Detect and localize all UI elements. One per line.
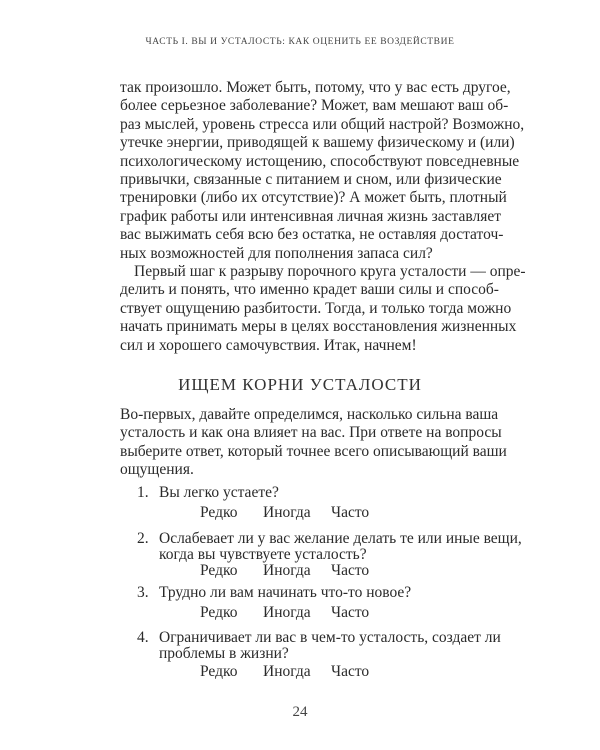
- text-line: Во-первых, давайте определимся, насколько сильна ваша: [120, 406, 499, 423]
- page-number: 24: [292, 704, 308, 720]
- text-line: более серьезное заболевание? Может, вам мешают ваш об-: [120, 97, 509, 115]
- text-line: Первый шаг к разрыву порочного круга усталости — опре-: [134, 263, 526, 280]
- text-line: делить и понять, что именно крадет ваши силы и способ-: [120, 281, 499, 299]
- answer-rarely[interactable]: Редко: [200, 604, 238, 621]
- question-number: 4.: [137, 629, 149, 646]
- question-text: Трудно ли вам начинать что-то новое?: [159, 584, 412, 601]
- paragraph-1: [120, 79, 525, 263]
- text-line: вас выжимать себя всю без остатка, не оставляя достаточ-: [120, 226, 504, 244]
- question-number: 1.: [137, 484, 149, 501]
- text-line: усталость и как она влияет на вас. При ответе на вопросы: [120, 424, 502, 442]
- paragraph-3: [120, 406, 507, 480]
- answer-rarely[interactable]: Редко: [200, 663, 238, 680]
- text-line: график работы или интенсивная личная жизнь заставляет: [120, 207, 501, 225]
- section-heading: ИЩЕМ КОРНИ УСТАЛОСТИ: [178, 375, 422, 394]
- answer-sometimes[interactable]: Иногда: [263, 604, 311, 621]
- answer-rarely[interactable]: Редко: [200, 562, 238, 579]
- answer-often[interactable]: Часто: [331, 562, 370, 579]
- text-line: привычки, связанные с питанием и сном, или физические: [120, 170, 502, 188]
- question-text: Вы легко устаете?: [159, 484, 279, 501]
- answer-often[interactable]: Часто: [331, 604, 370, 621]
- text-line: тренировки (либо их отсутствие)? А может быть, плотный: [120, 189, 507, 207]
- question-text: Ослабевает ли у вас желание делать те или иные вещи,: [159, 530, 522, 547]
- answer-sometimes[interactable]: Иногда: [263, 562, 311, 579]
- question-text: Ограничивает ли вас в чем-то усталость, создает ли: [159, 629, 501, 646]
- text-line: раз мыслей, уровень стресса или общий настрой? Возможно,: [120, 115, 525, 133]
- running-head: ЧАСТЬ I. ВЫ И УСТАЛОСТЬ: КАК ОЦЕНИТЬ ЕЕ ВОЗДЕЙСТВИЕ: [145, 37, 455, 47]
- answer-often[interactable]: Часто: [331, 663, 370, 680]
- answer-rarely[interactable]: Редко: [200, 504, 238, 521]
- text-line: ощущения.: [120, 461, 194, 479]
- question-text: проблемы в жизни?: [159, 644, 289, 662]
- answer-sometimes[interactable]: Иногда: [263, 663, 311, 680]
- text-line: так произошло. Может быть, потому, что у вас есть другое,: [120, 79, 511, 96]
- paragraph-2: [120, 263, 526, 355]
- answer-sometimes[interactable]: Иногда: [263, 504, 311, 521]
- question-number: 2.: [137, 530, 149, 547]
- text-line: начать принимать меры в целях восстановления жизненных: [120, 318, 517, 336]
- text-line: психологическому истощению, способствуют повседневные: [120, 152, 520, 170]
- text-line: ных возможностей для пополнения запаса сил?: [120, 244, 433, 262]
- answer-often[interactable]: Часто: [331, 504, 370, 521]
- text-line: сил и хорошего самочувствия. Итак, начнем!: [120, 336, 417, 354]
- text-line: ствует ощущению разбитости. Тогда, и только тогда можно: [120, 299, 512, 317]
- text-line: выберите ответ, который точнее всего описывающий ваши: [120, 442, 507, 460]
- question-number: 3.: [137, 584, 149, 601]
- question-text: когда вы чувствуете усталость?: [159, 545, 367, 563]
- text-line: утечке энергии, приводящей к вашему физическому и (или): [120, 134, 515, 152]
